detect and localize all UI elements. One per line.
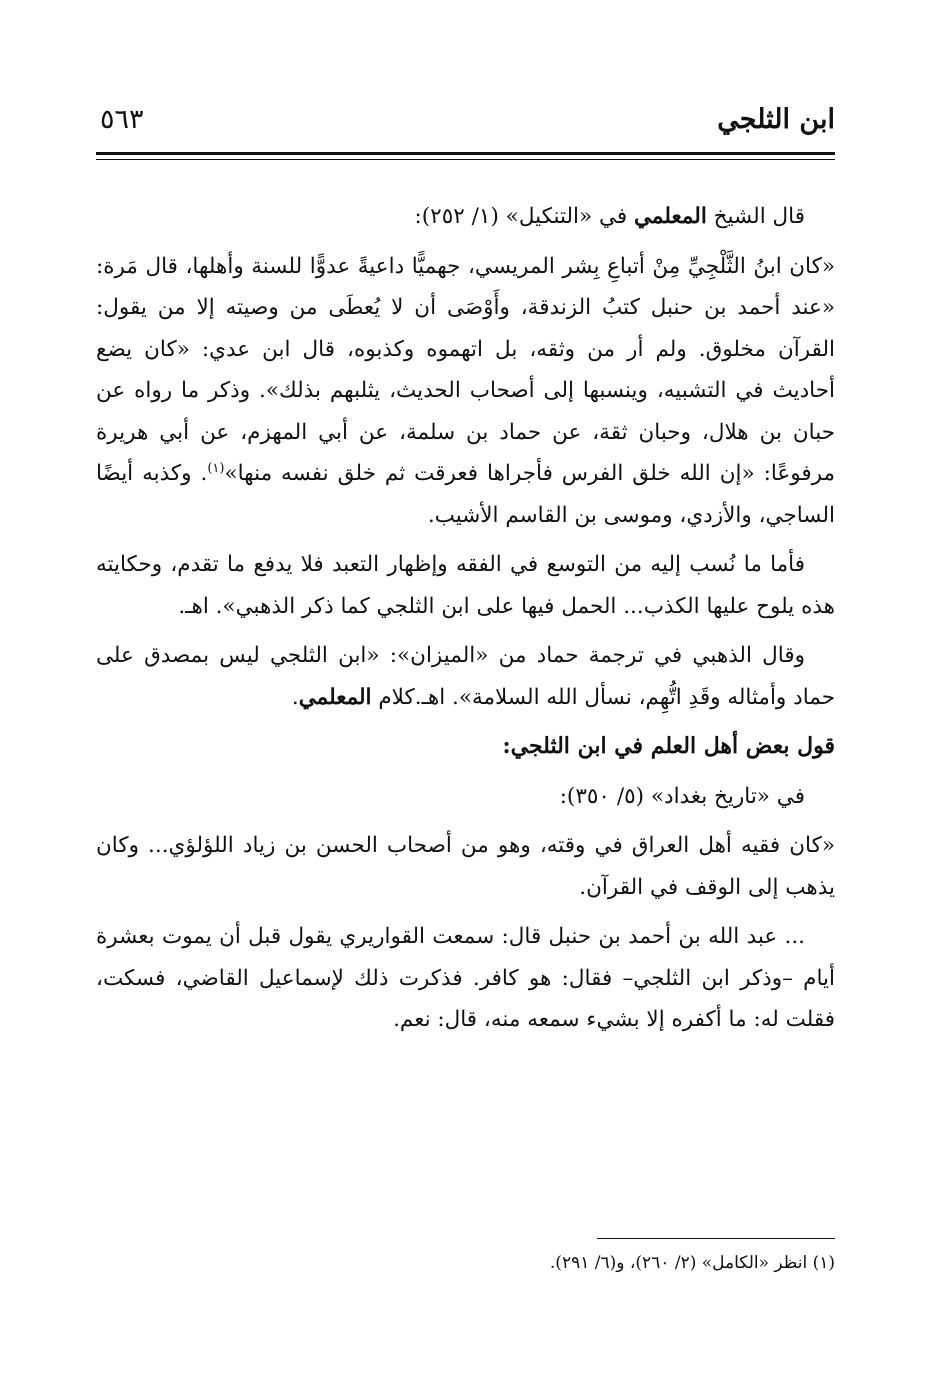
header-rule-thin (96, 159, 835, 160)
paragraph-7: ... عبد الله بن أحمد بن حنبل قال: سمعت القواريري يقول قبل أن يموت بعشرة أيام –وذكر ابن الثلجي– فقال: هو كافر. فذكرت ذلك لإسماعيل القاضي، فسكت، فقلت له: ما أكفره إلا بشيء سمعه منه، قال: نعم. (96, 924, 835, 1032)
footnote-rule (597, 1238, 835, 1239)
footnote: (١) انظر «الكامل» (٢/ ٢٦٠)، و(٦/ ٢٩١). (549, 1253, 835, 1273)
running-title: ابن الثلجي (717, 104, 835, 135)
paragraph-4: وقال الذهبي في ترجمة حماد من «الميزان»: «ابن الثلجي ليس بمصدق على حماد وأمثاله وقَدِ اتُّهِم، نسأل الله السلامة». اهـ.كلام المعلمي. (96, 643, 835, 710)
book-page (96, 0, 835, 1388)
main-text (96, 196, 835, 1049)
paragraph-3: فأما ما نُسب إليه من التوسع في الفقه وإظهار التعبد فلا يدفع ما تقدم، وحكايته هذه يلوح عليها الكذب... الحمل فيها على ابن الثلجي كما ذكر الذهبي». اهـ. (96, 552, 835, 619)
author-name: المعلمي (634, 204, 707, 229)
author-name: المعلمي (298, 684, 372, 710)
paragraph-2: «كان ابنُ الثَّلْجِيِّ مِنْ أتباعِ بِشر المريسي، جهميًّا داعيةً عدوًّا للسنة وأهلها، قال مَرة: «عند أحمد بن حنبل كتبُ الزندقة، وأَوْصَى أن لا يُعطَى من وصيته إلا من يقول: القرآن مخلوق. ولم أر من وثقه، بل اتهموه وكذبوه، قال ابن عدي: «كان يضع أحاديث في التشبيه، وينسبها إلى أصحاب الحديث، يثلبهم بذلك». وذكر ما رواه عن حبان بن هلال، وحبان ثقة، عن حماد بن سلمة، عن أبي المهزم، عن أبي هريرة مرفوعًا: «إن الله خلق الفرس فأجراها فعرقت ثم خلق نفسه منها»$^{(١)}$. وكذبه أيضًا الساجي، والأزدي، وموسى بن القاسم الأشيب. (96, 253, 835, 528)
paragraph-1: قال الشيخ المعلمي في «التنكيل» (١/ ٢٥٢): (414, 204, 805, 229)
page-header (96, 100, 835, 144)
header-rule-thick (96, 152, 835, 155)
page-number: ٥٦٣ (100, 104, 144, 135)
section-heading: قول بعض أهل العلم في ابن الثلجي: (502, 733, 835, 759)
footnote-reference[interactable]: (١) (207, 460, 225, 476)
paragraph-6: «كان فقيه أهل العراق في وقته، وهو من أصحاب الحسن بن زياد اللؤلؤي... وكان يذهب إلى الوقف في القرآن. (96, 833, 835, 900)
paragraph-5: في «تاريخ بغداد» (٥/ ٣٥٠): (559, 783, 805, 809)
